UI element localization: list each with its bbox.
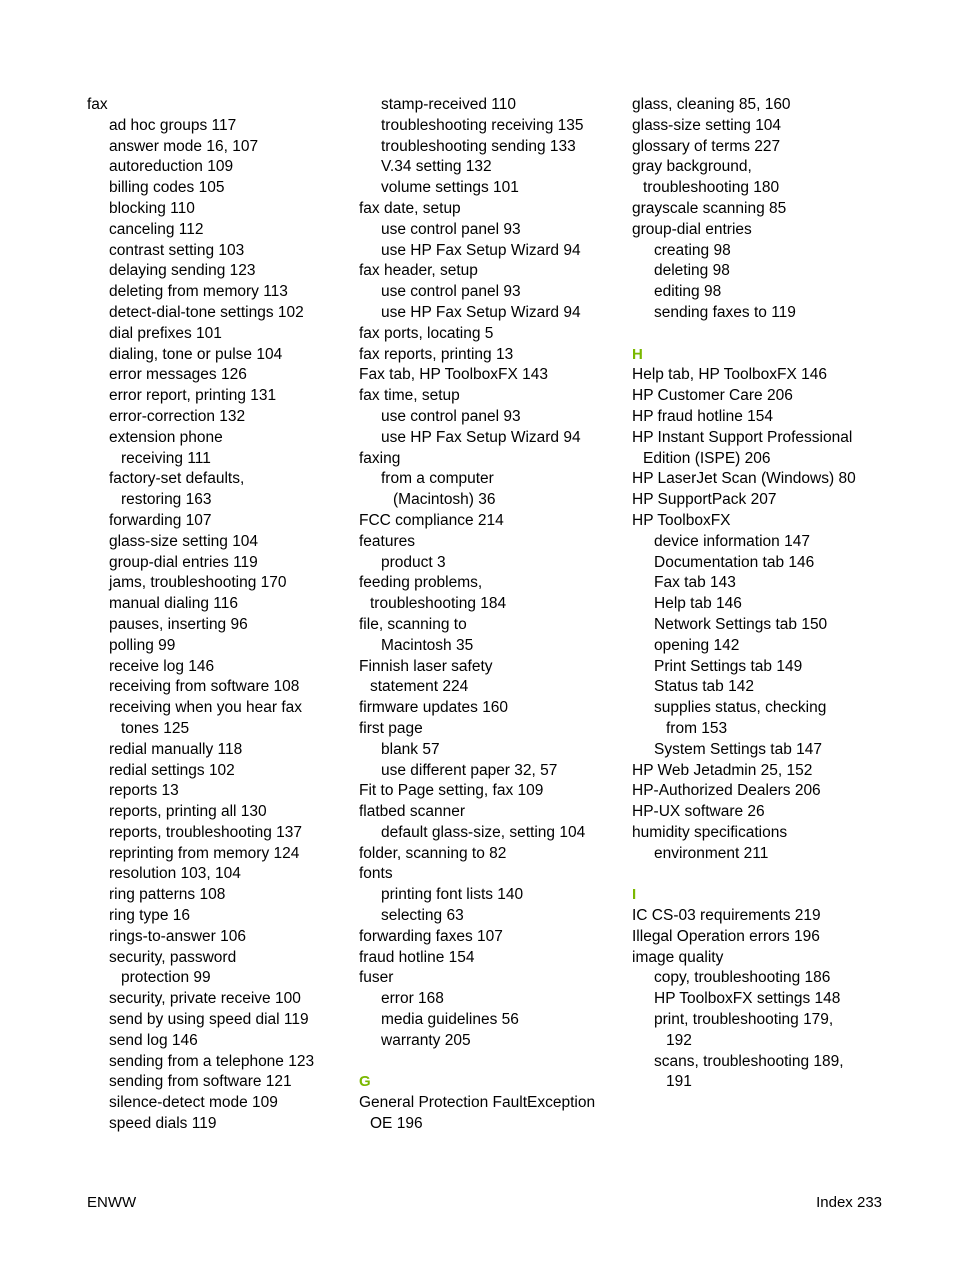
index-entry: file, scanning to [359, 615, 467, 633]
index-entry: fraud hotline 154 [359, 948, 475, 966]
index-subentry: speed dials 119 [109, 1115, 217, 1133]
index-subentry: deleting from memory 113 [109, 283, 288, 301]
index-subentry: redial manually 118 [109, 740, 243, 758]
index-subentry: printing font lists 140 [381, 886, 524, 904]
index-subentry: media guidelines 56 [381, 1011, 519, 1029]
index-subentry: default glass-size, setting 104 [381, 823, 586, 841]
index-subentry: send log 146 [109, 1031, 198, 1049]
index-subentry: environment 211 [654, 844, 769, 862]
index-subentry: receiving from software 108 [109, 678, 300, 696]
index-entry: forwarding faxes 107 [359, 927, 503, 945]
index-entry: General Protection FaultException [359, 1094, 596, 1112]
index-subentry: 192 [666, 1031, 692, 1049]
index-entry: Finnish laser safety [359, 657, 493, 675]
index-subentry: reprinting from memory 124 [109, 844, 300, 862]
index-subentry: protection 99 [121, 969, 211, 987]
index-subentry: warranty 205 [381, 1031, 471, 1049]
index-subentry: Edition (ISPE) 206 [643, 449, 771, 467]
index-subentry: use HP Fax Setup Wizard 94 [381, 303, 581, 321]
index-subentry: use control panel 93 [381, 407, 521, 425]
index-entry: feeding problems, [359, 574, 483, 592]
index-entry: features [359, 532, 416, 550]
index-subentry: security, private receive 100 [109, 990, 301, 1008]
index-subentry: device information 147 [654, 532, 810, 550]
index-subentry: rings-to-answer 106 [109, 927, 246, 945]
index-entry: Help tab, HP ToolboxFX 146 [632, 366, 828, 384]
index-entry: fax header, setup [359, 262, 478, 280]
index-subentry: V.34 setting 132 [381, 158, 492, 176]
index-subentry: System Settings tab 147 [654, 740, 823, 758]
index-subentry: sending faxes to 119 [654, 303, 796, 321]
index-subentry: resolution 103, 104 [109, 865, 241, 883]
index-subentry: error report, printing 131 [109, 387, 277, 405]
index-entry: group-dial entries [632, 220, 752, 238]
index-entry: HP-Authorized Dealers 206 [632, 782, 821, 800]
index-subentry: use control panel 93 [381, 220, 521, 238]
index-subentry: delaying sending 123 [109, 262, 256, 280]
index-subentry: blocking 110 [109, 199, 195, 217]
index-entry: faxing [359, 449, 401, 467]
index-entry: fuser [359, 969, 394, 987]
index-subentry: use different paper 32, 57 [381, 761, 558, 779]
index-subentry: Help tab 146 [654, 595, 742, 613]
index-subentry: (Macintosh) 36 [393, 491, 496, 509]
index-entry: FCC compliance 214 [359, 511, 504, 529]
index-subentry: deleting 98 [654, 262, 730, 280]
index-entry: fax date, setup [359, 199, 461, 217]
index-subentry: dialing, tone or pulse 104 [109, 345, 283, 363]
index-subentry: Macintosh 35 [381, 636, 474, 654]
index-subentry: manual dialing 116 [109, 595, 238, 613]
section-spacer [359, 1052, 621, 1073]
index-subentry: product 3 [381, 553, 446, 571]
index-subentry: error messages 126 [109, 366, 247, 384]
index-subentry: polling 99 [109, 636, 176, 654]
index-subentry: contrast setting 103 [109, 241, 245, 259]
index-subentry: troubleshooting sending 133 [381, 137, 576, 155]
index-subentry: 191 [666, 1073, 692, 1091]
index-subentry: blank 57 [381, 740, 440, 758]
index-entry: Fax tab, HP ToolboxFX 143 [359, 366, 548, 384]
index-subentry: OE 196 [370, 1115, 423, 1133]
index-subentry: creating 98 [654, 241, 731, 259]
index-subentry: forwarding 107 [109, 511, 212, 529]
index-subentry: use HP Fax Setup Wizard 94 [381, 241, 581, 259]
index-subentry: opening 142 [654, 636, 740, 654]
index-subentry: editing 98 [654, 283, 722, 301]
index-subentry: from 153 [666, 719, 728, 737]
index-subentry: glass-size setting 104 [109, 532, 259, 550]
index-entry: humidity specifications [632, 823, 788, 841]
index-subentry: restoring 163 [121, 491, 212, 509]
index-entry: fax ports, locating 5 [359, 324, 494, 342]
index-subentry: stamp-received 110 [381, 96, 516, 113]
index-subentry: troubleshooting 184 [370, 595, 507, 613]
index-subentry: tones 125 [121, 719, 190, 737]
index-subentry: receive log 146 [109, 657, 215, 675]
section-heading: G [359, 1073, 371, 1091]
index-subentry: Documentation tab 146 [654, 553, 815, 571]
index-subentry: ring type 16 [109, 907, 190, 925]
index-subentry: scans, troubleshooting 189, [654, 1052, 844, 1070]
index-subentry: reports, printing all 130 [109, 803, 267, 821]
index-subentry: reports 13 [109, 782, 179, 800]
index-subentry: detect-dial-tone settings 102 [109, 303, 304, 321]
index-subentry: copy, troubleshooting 186 [654, 969, 831, 987]
index-entry: Illegal Operation errors 196 [632, 927, 820, 945]
index-subentry: pauses, inserting 96 [109, 615, 248, 633]
index-subentry: Fax tab 143 [654, 574, 736, 592]
index-entry: gray background, [632, 158, 752, 176]
index-subentry: from a computer [381, 470, 494, 488]
footer-right: Index 233 [816, 1194, 882, 1211]
index-subentry: billing codes 105 [109, 179, 225, 197]
index-entry: HP Web Jetadmin 25, 152 [632, 761, 813, 779]
index-subentry: Network Settings tab 150 [654, 615, 828, 633]
index-entry: HP Instant Support Professional [632, 428, 853, 446]
index-entry: grayscale scanning 85 [632, 199, 787, 217]
index-subentry: dial prefixes 101 [109, 324, 222, 342]
index-subentry: supplies status, checking [654, 699, 827, 717]
index-subentry: ring patterns 108 [109, 886, 226, 904]
index-entry: glass, cleaning 85, 160 [632, 96, 791, 113]
index-entry: firmware updates 160 [359, 699, 509, 717]
index-column-2 [359, 95, 621, 1135]
index-subentry: selecting 63 [381, 907, 464, 925]
index-subentry: send by using speed dial 119 [109, 1011, 309, 1029]
section-heading: H [632, 345, 643, 363]
footer-left: ENWW [87, 1194, 137, 1211]
index-entry: Fit to Page setting, fax 109 [359, 782, 544, 800]
index-entry: HP fraud hotline 154 [632, 407, 774, 425]
index-entry: fonts [359, 865, 393, 883]
index-subentry: troubleshooting receiving 135 [381, 116, 584, 134]
index-entry: glossary of terms 227 [632, 137, 781, 155]
index-subentry: ad hoc groups 117 [109, 116, 237, 134]
index-subentry: autoreduction 109 [109, 158, 234, 176]
index-column-1 [87, 95, 347, 1135]
index-subentry: error 168 [381, 990, 444, 1008]
index-entry: IC CS-03 requirements 219 [632, 907, 821, 925]
index-entry: first page [359, 719, 423, 737]
index-subentry: factory-set defaults, [109, 470, 245, 488]
index-subentry: redial settings 102 [109, 761, 235, 779]
index-subentry: HP ToolboxFX settings 148 [654, 990, 841, 1008]
index-subentry: canceling 112 [109, 220, 204, 238]
index-subentry: receiving when you hear fax [109, 699, 303, 717]
index-entry: fax [87, 96, 108, 113]
index-subentry: error-correction 132 [109, 407, 246, 425]
index-entry: HP LaserJet Scan (Windows) 80 [632, 470, 856, 488]
index-subentry: sending from a telephone 123 [109, 1052, 315, 1070]
index-subentry: answer mode 16, 107 [109, 137, 259, 155]
index-entry: HP-UX software 26 [632, 803, 765, 821]
index-subentry: print, troubleshooting 179, [654, 1011, 834, 1029]
index-entry: HP ToolboxFX [632, 511, 731, 529]
index-entry: HP SupportPack 207 [632, 491, 777, 509]
section-heading: I [632, 886, 637, 904]
index-entry: image quality [632, 948, 724, 966]
index-subentry: group-dial entries 119 [109, 553, 258, 571]
index-subentry: silence-detect mode 109 [109, 1094, 278, 1112]
index-entry: fax time, setup [359, 387, 460, 405]
index-subentry: extension phone [109, 428, 223, 446]
index-subentry: statement 224 [370, 678, 469, 696]
index-subentry: volume settings 101 [381, 179, 519, 197]
index-column-3 [632, 95, 932, 1093]
index-entry: glass-size setting 104 [632, 116, 782, 134]
index-subentry: jams, troubleshooting 170 [109, 574, 287, 592]
index-entry: HP Customer Care 206 [632, 387, 793, 405]
index-subentry: use control panel 93 [381, 283, 521, 301]
index-entry: fax reports, printing 13 [359, 345, 514, 363]
index-entry: folder, scanning to 82 [359, 844, 507, 862]
section-spacer [632, 324, 932, 345]
index-subentry: reports, troubleshooting 137 [109, 823, 303, 841]
index-entry: flatbed scanner [359, 803, 465, 821]
index-subentry: troubleshooting 180 [643, 179, 780, 197]
index-subentry: Print Settings tab 149 [654, 657, 803, 675]
index-subentry: security, password [109, 948, 237, 966]
index-subentry: receiving 111 [121, 449, 211, 467]
index-subentry: Status tab 142 [654, 678, 754, 696]
index-subentry: use HP Fax Setup Wizard 94 [381, 428, 581, 446]
index-subentry: sending from software 121 [109, 1073, 292, 1091]
section-spacer [632, 864, 932, 885]
